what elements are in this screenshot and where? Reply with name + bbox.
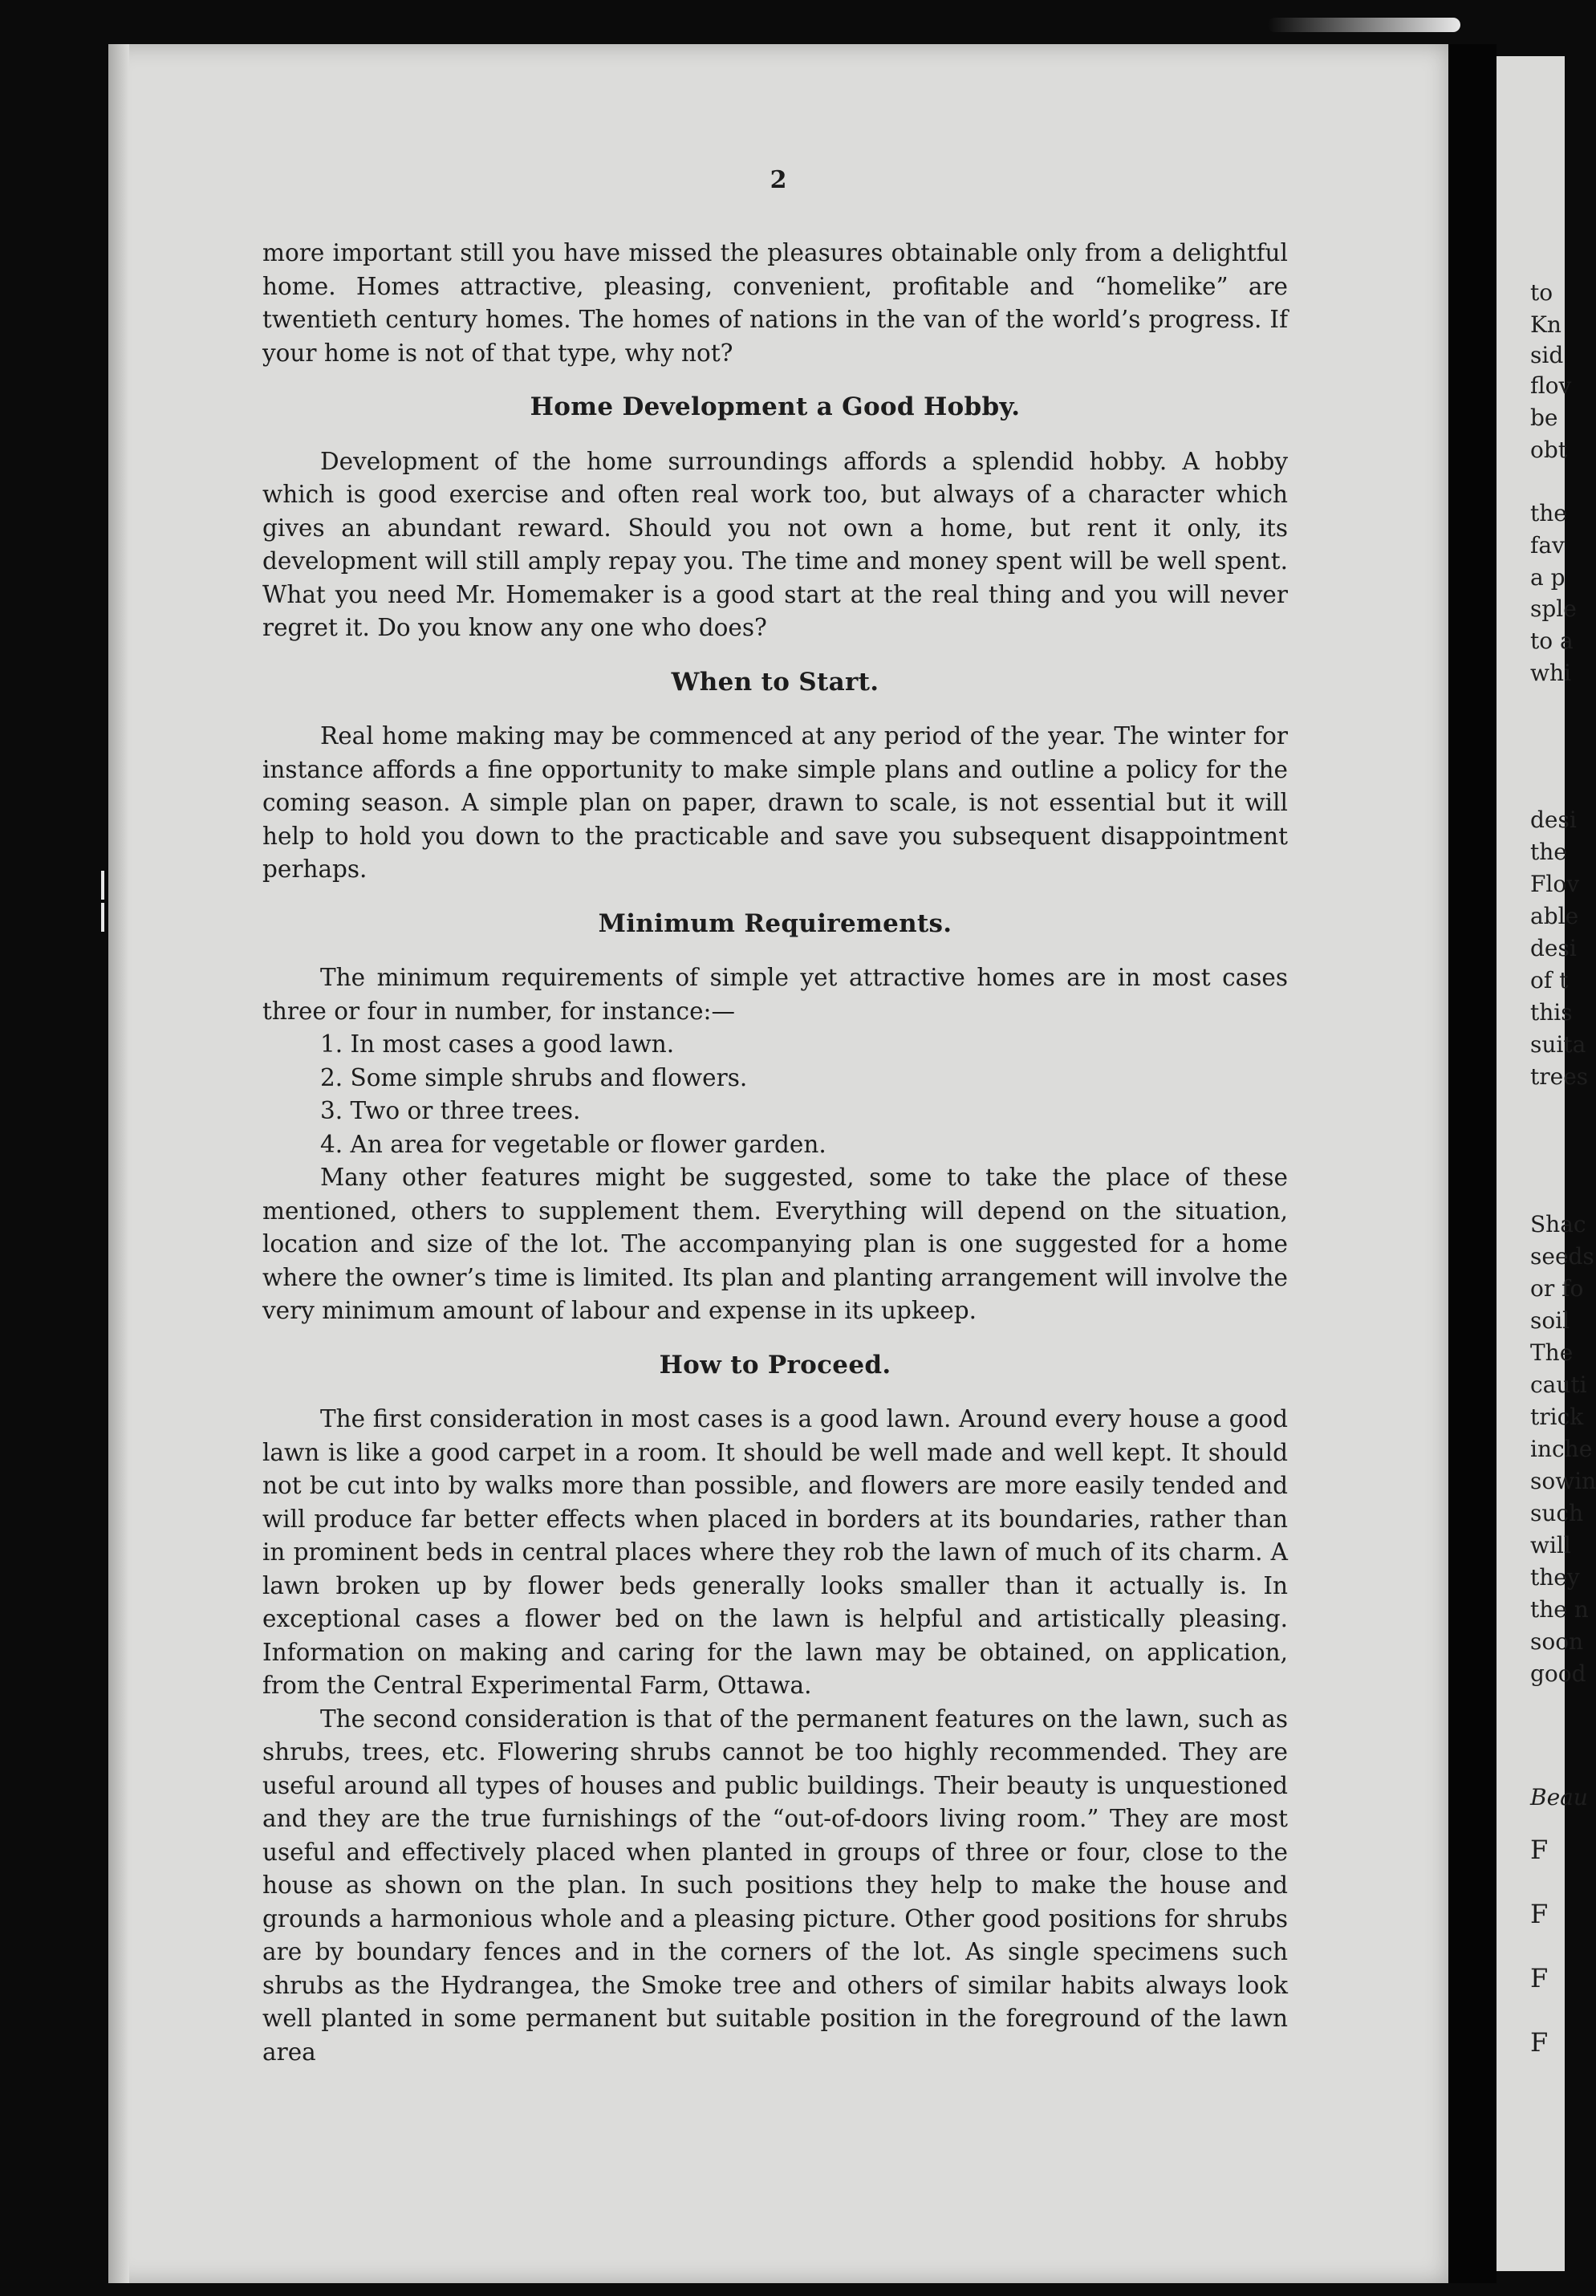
adjacent-page-fragment: The <box>1530 1339 1574 1366</box>
adjacent-page-fragment: F <box>1530 2027 1549 2058</box>
adjacent-page-fragment: Flov <box>1530 871 1580 897</box>
adjacent-page-fragment: will <box>1530 1532 1571 1558</box>
binding-mark <box>101 871 104 900</box>
paragraph: Development of the home surroundings affords a splendid hobby. A hobby which is good exercise and often real work too, but always of a character which gives an abundant reward. Should you not own a home, but rent it only, its development will still amply repay you. The time and money spent will be well spent. What you need Mr. Homemaker is a good start at the real thing and you will never regret it. Do you know any one who does? <box>262 447 1288 641</box>
list-item: 1. In most cases a good lawn. <box>320 1030 675 1058</box>
adjacent-page-fragment: soon <box>1530 1628 1584 1655</box>
adjacent-page-fragment: fav <box>1530 532 1565 559</box>
list-item: 2. Some simple shrubs and flowers. <box>320 1063 748 1091</box>
section-heading: Home Development a Good Hobby. <box>530 392 1021 421</box>
paragraph: The first consideration in most cases is a good lawn. Around every house a good lawn is like a good carpet in a room. It should be well made and well kept. It should not be cut into by walks more than possible, and flowers are more easily tended and will produce far better effects when placed in borders at its boundaries, rather than in prominent beds in central places where they rob the lawn of much of its charm. A lawn broken up by flower beds generally looks smaller than it actually is. In exceptional cases a flower bed on the lawn is helpful and artistically pleasing. Information on making and caring for the lawn may be obtained, on application, from the Central Experimental Farm, Ottawa. <box>262 1405 1288 1699</box>
section-heading: When to Start. <box>671 667 879 697</box>
adjacent-page-fragment: sowin <box>1530 1468 1596 1494</box>
paragraph: The second consideration is that of the permanent features on the lawn, such as shrubs, trees, etc. Flowering shrubs cannot be too highly recommended. They are useful around all types of houses and public buildings. Their beauty is unquestioned and they are the true furnishings of the “out-of-doors living room.” They are most useful and effectively placed when planted in groups of three or four, close to the house as shown on the plan. In such positions they help to make the house and grounds a harmonious whole and a pleasing picture. Other good positions for shrubs are by boundary fences and in the corners of the lot. As single specimens such shrubs as the Hydrangea, the Smoke tree and others of similar habits always look well planted in some permanent but suitable position in the foreground of the lawn area <box>262 1705 1288 2066</box>
adjacent-page-edge <box>1497 56 1596 2271</box>
page-body <box>262 237 1288 2069</box>
adjacent-page-fragment: a p <box>1530 564 1566 591</box>
adjacent-page-fragment: flov <box>1530 372 1572 399</box>
adjacent-page-fragment: suita <box>1530 1031 1586 1058</box>
paragraph: Many other features might be suggested, some to take the place of these mentioned, others to supplement them. Everything will depend on the situation, location and size of the lot. The accompanying plan is one suggested for a home where the owner’s time is limited. Its plan and planting arrangement will involve the very minimum amount of labour and expense in its upkeep. <box>262 1164 1288 1324</box>
adjacent-page-fragment: cauti <box>1530 1372 1587 1398</box>
paragraph: Real home making may be commenced at any period of the year. The winter for instance affords a fine opportunity to make simple plans and outline a policy for the coming season. A simple plan on paper, drawn to scale, is not essential but it will help to hold you down to the practicable and save you subsequent disappointment perhaps. <box>262 722 1288 883</box>
page-edge <box>108 44 129 2283</box>
adjacent-page-fragment: obt <box>1530 437 1568 463</box>
adjacent-page-fragment: good <box>1530 1660 1586 1687</box>
section-when-to-start <box>262 666 1288 887</box>
section-how-to-proceed <box>262 1349 1288 2070</box>
adjacent-page-fragment: they <box>1530 1564 1580 1591</box>
adjacent-page-fragment: F <box>1530 1835 1549 1865</box>
adjacent-page-fragment: be <box>1530 404 1558 431</box>
adjacent-page-fragment: sple <box>1530 595 1577 622</box>
adjacent-page-fragment: desi <box>1530 807 1577 833</box>
adjacent-page-fragment: F <box>1530 1963 1549 1993</box>
page-gutter <box>1448 44 1497 2283</box>
adjacent-page-fragment: or fo <box>1530 1275 1584 1302</box>
adjacent-page-fragment: such <box>1530 1500 1584 1526</box>
adjacent-page-fragment: sid <box>1530 342 1564 368</box>
section-minimum-requirements <box>262 908 1288 1328</box>
adjacent-page-fragment: whi <box>1530 660 1571 686</box>
adjacent-page-fragment: soil <box>1530 1307 1570 1334</box>
document-page <box>108 44 1448 2283</box>
section-heading: Minimum Requirements. <box>598 908 952 938</box>
section-heading: How to Proceed. <box>659 1350 891 1380</box>
scan-glare <box>1268 18 1460 32</box>
adjacent-page-fragment: Beau <box>1530 1784 1588 1810</box>
adjacent-page-fragment: able <box>1530 903 1579 929</box>
adjacent-page-fragment: the n <box>1530 1596 1589 1623</box>
adjacent-page-fragment: inche <box>1530 1436 1593 1462</box>
adjacent-page-fragment: desi <box>1530 935 1577 961</box>
list-item: 4. An area for vegetable or flower garden. <box>320 1130 826 1158</box>
paragraph: The minimum requirements of simple yet attractive homes are in most cases three or four in number, for instance:— <box>262 964 1288 1025</box>
adjacent-page-fragment: Kn <box>1530 311 1561 338</box>
binding-mark <box>101 903 104 932</box>
adjacent-page-fragment: the <box>1530 839 1567 865</box>
adjacent-page-fragment: Shac <box>1530 1211 1586 1237</box>
adjacent-page-fragment: to a <box>1530 628 1574 654</box>
list-item: 3. Two or three trees. <box>320 1097 581 1124</box>
adjacent-page-fragment: trees <box>1530 1063 1589 1090</box>
adjacent-page-fragment: to <box>1530 279 1553 306</box>
adjacent-page-fragment: trick <box>1530 1404 1584 1430</box>
adjacent-page-fragment: this <box>1530 999 1573 1026</box>
adjacent-page-fragment: of t <box>1530 967 1569 994</box>
section-home-development <box>262 391 1288 645</box>
intro-paragraph: more important still you have missed the pleasures obtainable only from a delightful home. Homes attractive, pleasing, convenient, profitable and “homelike” are twentieth century homes. The homes of nations in the van of the world’s progress. If your home is not of that type, why not? <box>262 239 1288 367</box>
page-number: 2 <box>770 166 787 194</box>
adjacent-page-fragment: the <box>1530 500 1567 526</box>
adjacent-page-fragment: seeds <box>1530 1243 1594 1270</box>
adjacent-page-fragment: F <box>1530 1899 1549 1929</box>
